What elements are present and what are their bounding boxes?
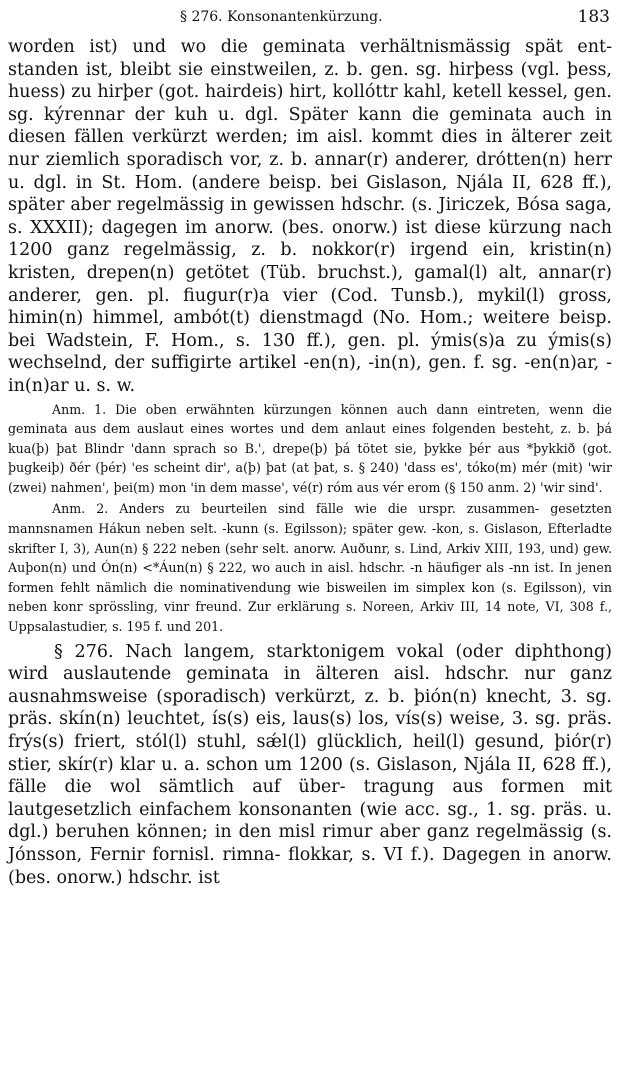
text-line: z. b. nokkor(r) irgend ein, kristin(n) kristen, drepen(n) getötet — [8, 240, 612, 283]
text-line: kessel, gen. sg. kýrennar der kuh u. dgl. Später kann die — [8, 82, 612, 125]
text-line: hdschr. (s. Jiriczek, Bósa saga, s. XXXII); dagegen im anorw. — [8, 195, 612, 238]
text-line: dies in älterer zeit nur ziemlich sporadisch vor, z. b. annar(r) — [8, 127, 613, 170]
note-line: <*Áun(n) § 222, wo auch in aisl. hdschr. -n häufiger als -nn ist. In — [142, 560, 577, 576]
book-page — [8, 0, 612, 889]
text-line: (bes. onorw.) ist diese kürzung nach 1200 ganz regelmässig, — [8, 217, 612, 261]
text-line: diphthong) wird auslautende geminata in älteren aisl. hdschr. — [8, 641, 612, 685]
text-line: þess, huess) zu hirþer (got. hairdeis) hirt, kollóttr kahl, ketell — [8, 59, 612, 103]
section-heading: § 276. Konsonantenkürzung. — [180, 9, 383, 25]
text-line: flokkar, s. VI f.). Dagegen in anorw. (bes. onorw.) hdschr. ist — [8, 844, 612, 888]
text-line: (wie acc. sg., 1. sg. präs. u. dgl.) beruhen können; in den misl — [8, 799, 612, 843]
note-line: þá tötet sie, þykke þér aus *þykkið (got. þugkeiþ) ðér (þér) 'es scheint dir', — [8, 440, 613, 476]
text-line: nur ganz ausnahmsweise (sporadisch) verkürzt, z. b. þión(n) — [8, 664, 612, 707]
text-line: (Tüb. bruchst.), gamal(l) alt, annar(r) anderer, gen. pl. fiugur(r)a — [8, 262, 612, 306]
note-line: folgenden besteht, z. b. þá kua(þ) þat Blindr 'dann sprach so B.', drepe(þ) — [8, 421, 612, 456]
text-line: dienstmagd (No. Hom.; weitere beisp. bei Wadstein, F. Hom., — [8, 308, 612, 351]
note-line: jenen formen fehlt nämlich die nominativendung wie bisweilen im simplex — [8, 560, 612, 595]
text-line: anderer, drótten(n) herr u. dgl. in St. Hom. (andere beisp. bei — [8, 149, 612, 193]
text-line: (s. Gislason, Njála II, 628 ff.), fälle die wol sämtlich auf über- — [8, 754, 612, 798]
note-line: wenn die geminata aus dem auslaut eines wortes und dem anlaut eines — [8, 401, 612, 437]
note-line: gesetzten mannsnamen Hákun neben selt. -kunn (s. Egilsson); später gew. — [8, 501, 612, 537]
running-header — [8, 0, 612, 36]
note-line: a(þ) þat (at þat, s. § 240) 'dass es', tóko(m) mér (mit) 'wir (zwei) nahmen', — [8, 460, 612, 495]
note-line: -kon, s. Gislason, Efterladte skrifter I, 3), Aun(n) § 222 neben (sehr selt. — [8, 521, 612, 556]
annotation-2 — [8, 499, 612, 636]
text-line: heil(l) gesund, þiór(r) stier, skír(r) klar u. a. schon um 1200 — [8, 732, 612, 775]
text-line: artikel -en(n), -in(n), gen. f. sg. -en(n)ar, -in(n)ar u. s. w. — [8, 353, 612, 396]
note-line: þei(m) mon 'in dem masse', vé(r) róm aus vér erom (§ 150 anm. 2) 'wir sind'. — [113, 479, 603, 495]
note-line: anorw. Auðunr, s. Lind, Arkiv XIII, 193, und) gew. Auþon(n) und Ón(n) — [8, 540, 612, 576]
text-line: standen ist, bleibt sie einstweilen, z. b. gen. sg. hirþess (vgl. — [8, 59, 567, 80]
text-line: Gislason, Njála II, 628 ff.), später aber regelmässig in gewissen — [8, 172, 612, 216]
text-line: knecht, 3. sg. präs. skín(n) leuchtet, ís(s) eis, laus(s) los, vís(s) — [8, 686, 612, 730]
text-line: vier (Cod. Tunsb.), mykil(l) gross, himin(n) himmel, ambót(t) — [8, 285, 612, 329]
text-line: worden ist) und wo die geminata verhältnismässig spät ent- — [8, 37, 612, 57]
text-line: geminata auch in diesen fällen verkürzt werden; im aisl. kommt — [8, 104, 612, 148]
paragraph-1 — [8, 36, 612, 398]
note-line: kon (s. Egilsson), vin neben konr sprössling, vinr freund. Zur erklärung — [8, 579, 613, 615]
note-line: Anm. 1. Die oben erwähnten kürzungen können auch dann eintreten, — [52, 401, 549, 417]
text-line: weise, 3. sg. präs. frýs(s) friert, stól(l) stuhl, sǽl(l) glücklich, — [8, 709, 613, 752]
text-line: § 276. Nach langem, starktonigem vokal (oder — [54, 641, 515, 662]
text-line: rimur aber ganz regelmässig (s. Jónsson, Fernir fornisl. rimna- — [8, 822, 612, 865]
text-line: s. 130 ff.), gen. pl. ýmis(s)a zu ýmis(s) wechselnd, der suffigirte — [8, 330, 612, 374]
page-number: 183 — [577, 7, 610, 27]
annotation-1 — [8, 400, 612, 498]
text-line: tragung aus formen mit lautgesetzlich einfachem konsonanten — [8, 777, 612, 820]
note-line: s. Noreen, Arkiv III, 14 note, VI, 308 f., Uppsalastudier, s. 195 f. und 201. — [8, 599, 612, 635]
paragraph-276 — [8, 641, 612, 890]
note-line: Anm. 2. Anders zu beurteilen sind fälle wie die urspr. zusammen- — [52, 501, 551, 517]
